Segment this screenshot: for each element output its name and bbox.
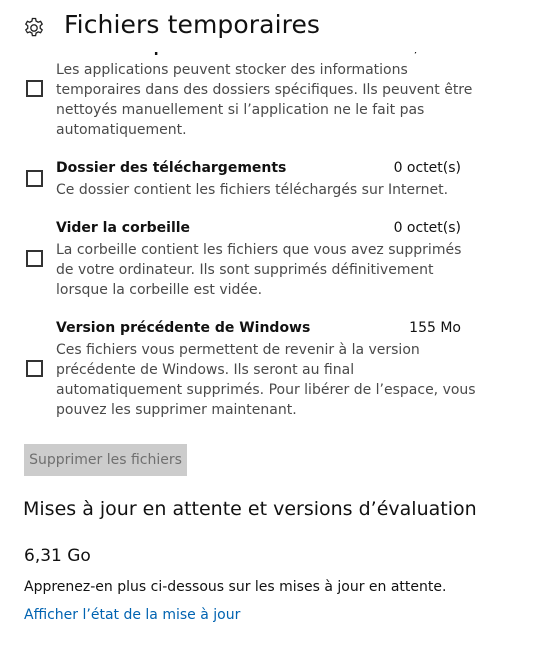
previous-windows-checkbox[interactable] [26, 360, 43, 377]
item-size: 155 Mo [409, 320, 461, 336]
update-status-link[interactable]: Afficher l’état de la mise à jour [24, 607, 241, 623]
item-title: Version précédente de Windows [56, 320, 311, 336]
updates-section-title: Mises à jour en attente et versions d’évaluation [23, 498, 477, 520]
gear-icon [22, 16, 46, 40]
temp-files-checkbox[interactable] [26, 80, 43, 97]
item-size: 0 octet(s) [393, 220, 461, 236]
item-description: Ce dossier contient les fichiers téléchargés sur Internet. [56, 182, 449, 198]
updates-info-text: Apprenez-en plus ci-dessous sur les mises à jour en attente. [24, 579, 447, 595]
item-title: Dossier des téléchargements [56, 160, 287, 176]
page-header [0, 0, 541, 52]
item-description: Ces fichiers vous permettent de revenir à la version précédente de Windows. Ils seront au final automatiquement supprimés. Pour libérer de l’espace, vous pouvez les supprimer maintenant. [56, 342, 476, 418]
page-title: Fichiers temporaires [64, 10, 321, 39]
downloads-checkbox[interactable] [26, 170, 43, 187]
item-description: Les applications peuvent stocker des informations temporaires dans des dossiers spécifiques. Ils peuvent être nettoyés manuellement si l’application ne le fait pas automatiquement. [56, 62, 473, 138]
recycle-bin-checkbox[interactable] [26, 250, 43, 267]
delete-files-button[interactable]: Supprimer les fichiers [24, 444, 187, 476]
item-title: Vider la corbeille [56, 220, 191, 236]
item-description: La corbeille contient les fichiers que vous avez supprimés de votre ordinateur. Ils sont supprimés définitivement lorsque la corbeille est vidée. [56, 242, 462, 298]
item-size: 0 octet(s) [393, 160, 461, 176]
updates-size: 6,31 Go [24, 546, 91, 566]
